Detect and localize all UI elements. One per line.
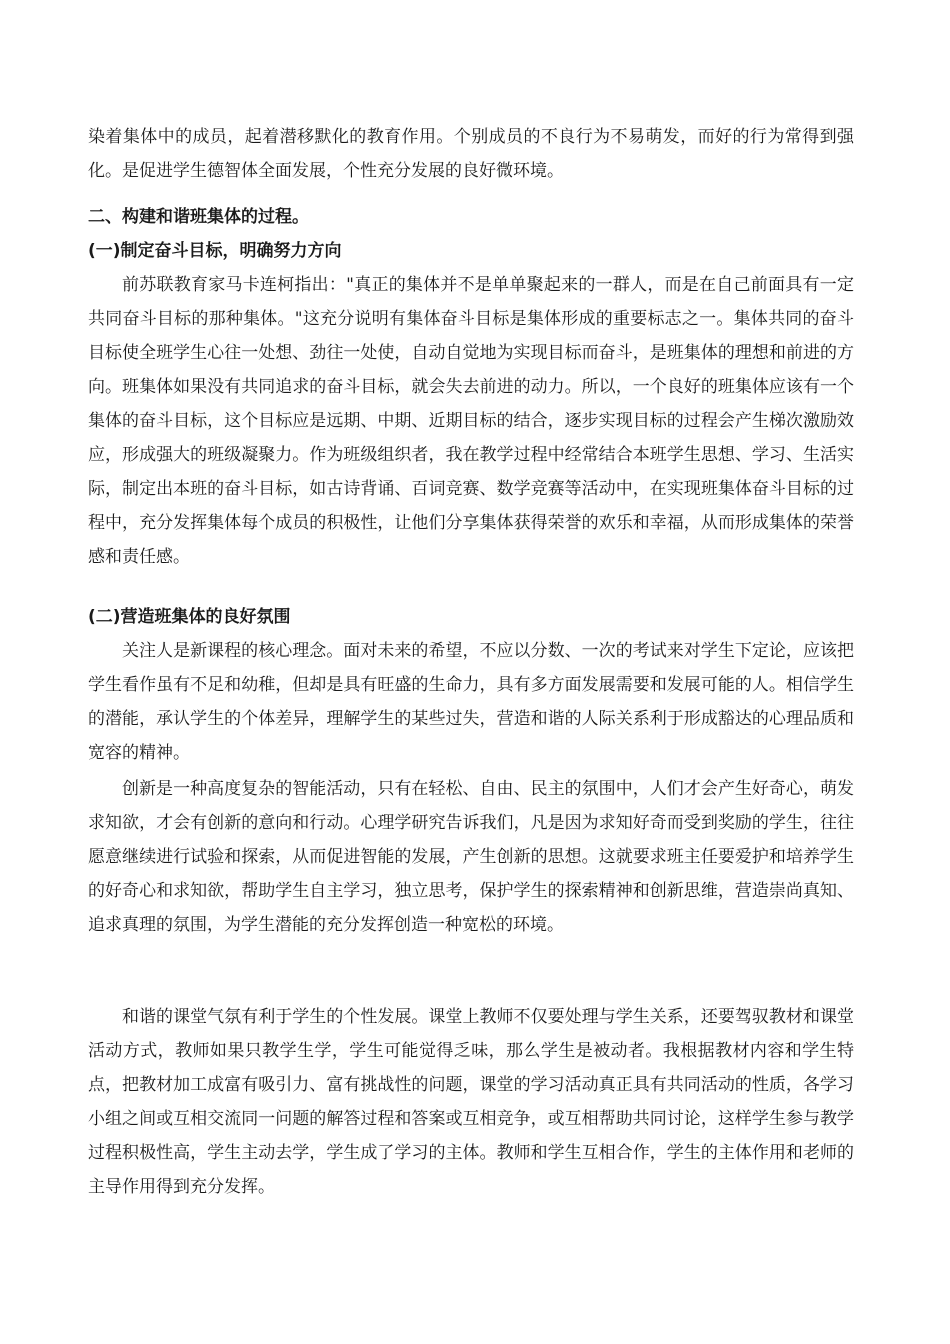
- intro-paragraph: 染着集体中的成员，起着潜移默化的教育作用。个别成员的不良行为不易萌发，而好的行为常得到强化。是促进学生德智体全面发展，个性充分发展的良好微环境。: [88, 127, 854, 181]
- subsection-1-heading: (一)制定奋斗目标，明确努力方向: [88, 241, 342, 261]
- section-2-heading: 二、构建和谐班集体的过程。: [88, 207, 309, 227]
- subsection-2-paragraph-2: 创新是一种高度复杂的智能活动，只有在轻松、自由、民主的氛围中，人们才会产生好奇心，萌发求知欲，才会有创新的意向和行动。心理学研究告诉我们，凡是因为求知好奇而受到奖励的学生，往往愿意继续进行试验和探索，从而促进智能的发展，产生创新的思想。这就要求班主任要爱护和培养学生的好奇心和求知欲，帮助学生自主学习，独立思考，保护学生的探索精神和创新思维，营造崇尚真知、追求真理的氛围，为学生潜能的充分发挥创造一种宽松的环境。: [88, 779, 854, 935]
- subsection-1-paragraph: 前苏联教育家马卡连柯指出："真正的集体并不是单单聚起来的一群人，而是在自己前面具有一定共同奋斗目标的那种集体。"这充分说明有集体奋斗目标是集体形成的重要标志之一。集体共同的奋斗目标使全班学生心往一处想、劲往一处使，自动自觉地为实现目标而奋斗，是班集体的理想和前进的方向。班集体如果没有共同追求的奋斗目标，就会失去前进的动力。所以，一个良好的班集体应该有一个集体的奋斗目标，这个目标应是远期、中期、近期目标的结合，逐步实现目标的过程会产生梯次激励效应，形成强大的班级凝聚力。作为班级组织者，我在教学过程中经常结合本班学生思想、学习、生活实际，制定出本班的奋斗目标，如古诗背诵、百词竞赛、数学竞赛等活动中，在实现班集体奋斗目标的过程中，充分发挥集体每个成员的积极性，让他们分享集体获得荣誉的欢乐和幸福，从而形成集体的荣誉感和责任感。: [88, 275, 854, 567]
- subsection-2-paragraph-3: 和谐的课堂气氛有利于学生的个性发展。课堂上教师不仅要处理与学生关系，还要驾驭教材和课堂活动方式，教师如果只教学生学，学生可能觉得乏味，那么学生是被动者。我根据教材内容和学生特点，把教材加工成富有吸引力、富有挑战性的问题，课堂的学习活动真正具有共同活动的性质，各学习小组之间或互相交流同一问题的解答过程和答案或互相竞争，或互相帮助共同讨论，这样学生参与教学过程积极性高，学生主动去学，学生成了学习的主体。教师和学生互相合作，学生的主体作用和老师的主导作用得到充分发挥。: [88, 1007, 854, 1197]
- subsection-2-heading: (二)营造班集体的良好氛围: [88, 607, 291, 627]
- subsection-2-paragraph-1: 关注人是新课程的核心理念。面对未来的希望，不应以分数、一次的考试来对学生下定论，应该把学生看作虽有不足和幼稚，但却是具有旺盛的生命力，具有多方面发展需要和发展可能的人。相信学生的潜能，承认学生的个体差异，理解学生的某些过失，营造和谐的人际关系利于形成豁达的心理品质和宽容的精神。: [88, 641, 854, 763]
